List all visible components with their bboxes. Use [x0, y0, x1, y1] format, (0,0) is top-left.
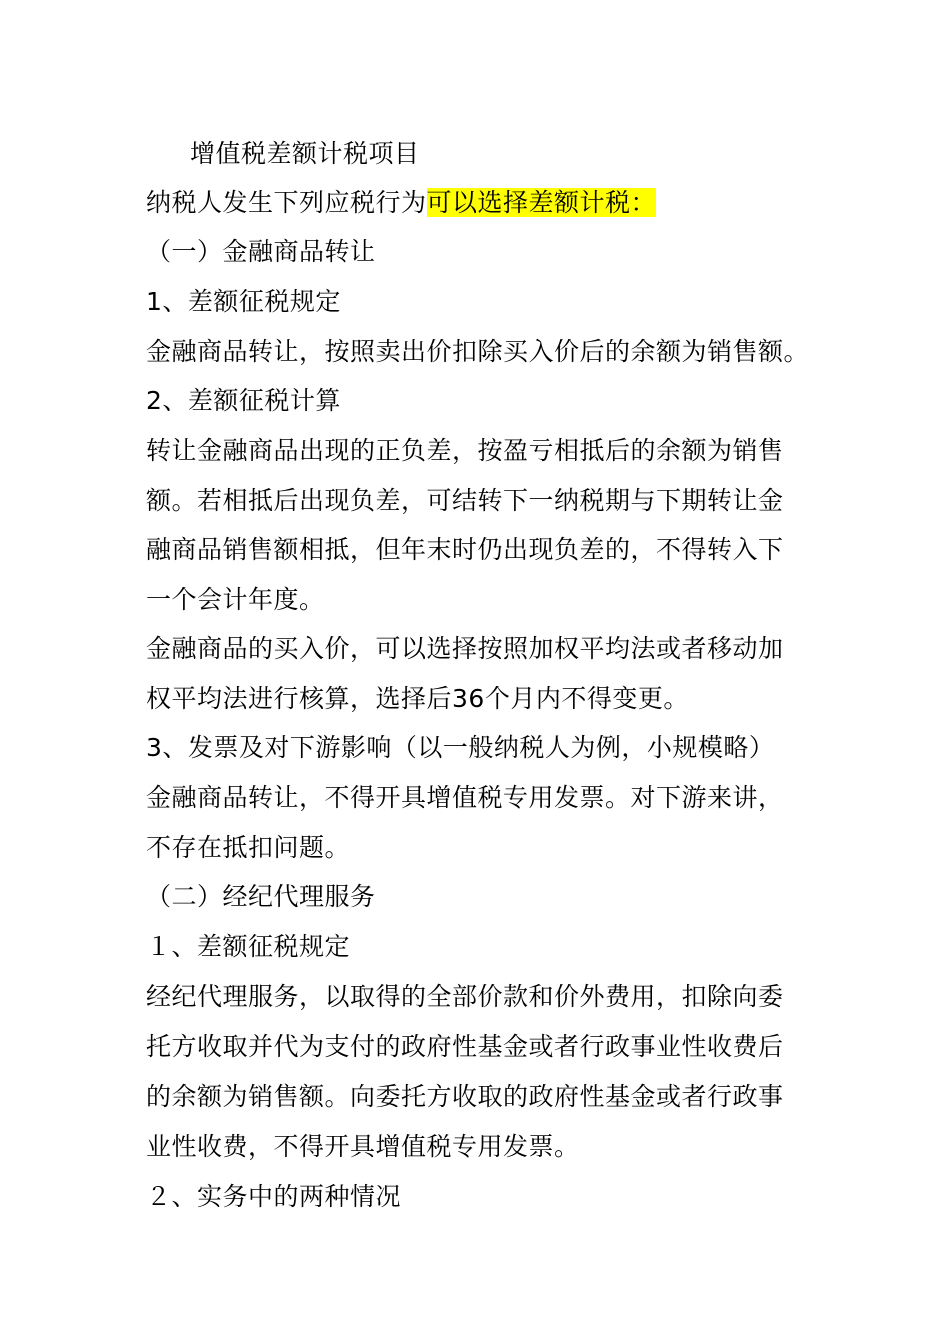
section1-sub2-heading: 2、差额征税计算: [146, 386, 341, 415]
section1-sub2-body-line: 金融商品的买入价，可以选择按照加权平均法或者移动加: [146, 634, 784, 663]
document-title: 增值税差额计税项目: [190, 139, 420, 168]
section1-sub2-body-line: 融商品销售额相抵，但年末时仍出现负差的，不得转入下: [146, 535, 784, 564]
section1-sub1-body-line: 金融商品转让，按照卖出价扣除买入价后的余额为销售额。: [146, 337, 810, 366]
section2-sub1-body-line: 的余额为销售额。向委托方收取的政府性基金或者行政事: [146, 1082, 784, 1111]
section2-sub1-heading: １、差额征税规定: [146, 932, 351, 961]
section1-sub3-heading: 3、发票及对下游影响（以一般纳税人为例，小规模略）: [146, 733, 775, 762]
intro-highlight: 可以选择差额计税：: [426, 188, 657, 217]
section1-sub2-body-line: 一个会计年度。: [146, 585, 325, 614]
intro-paragraph: [146, 186, 656, 220]
section1-sub2-body-line: 转让金融商品出现的正负差，按盈亏相抵后的余额为销售: [146, 436, 784, 465]
section1-sub2-body-line: 额。若相抵后出现负差，可结转下一纳税期与下期转让金: [146, 486, 784, 515]
section1-sub1-heading: 1、差额征税规定: [146, 287, 341, 316]
section1-sub2-body-line: 权平均法进行核算，选择后36个月内不得变更。: [146, 684, 689, 713]
section1-heading: （一）金融商品转让: [146, 237, 376, 266]
section2-sub1-body-line: 业性收费，不得开具增值税专用发票。: [146, 1132, 580, 1161]
section1-sub3-body-line: 金融商品转让，不得开具增值税专用发票。对下游来讲，: [146, 783, 784, 812]
section2-heading: （二）经纪代理服务: [146, 882, 376, 911]
intro-prefix: 纳税人发生下列应税行为: [146, 188, 427, 217]
section2-sub2-heading: ２、实务中的两种情况: [146, 1182, 402, 1211]
section2-sub1-body-line: 经纪代理服务，以取得的全部价款和价外费用，扣除向委: [146, 982, 784, 1011]
section1-sub3-body-line: 不存在抵扣问题。: [146, 833, 351, 862]
section2-sub1-body-line: 托方收取并代为支付的政府性基金或者行政事业性收费后: [146, 1032, 784, 1061]
